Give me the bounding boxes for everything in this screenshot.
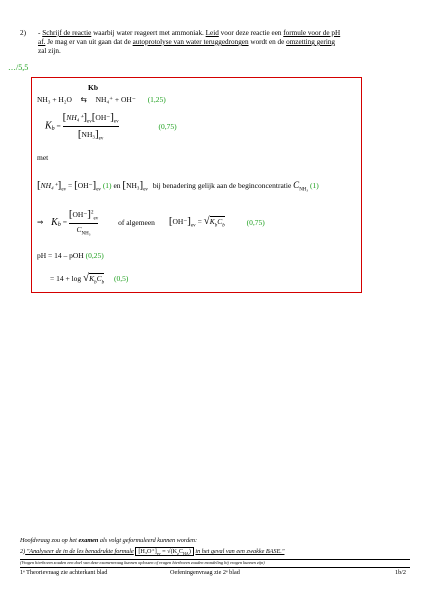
kb-fraction: $\frac{[NH_4^+]_{ev}[OH^-]_{ev}}{[NH_3]_{ev}}$ <box>62 111 119 141</box>
reaction-left: NH₃ + H₂O <box>37 95 72 104</box>
exam-question-line: 2) "Analyseer de in de les benadrukte formule $[H_3O^+]_{ev} = √(K_zC_{HA})$ in het geval van een zwakke BASE." <box>20 548 285 557</box>
footer-page: 1b/2 <box>394 569 406 576</box>
kb-expression: $K_b = \frac{[NH_4^+]_{ev}[OH^-]_{ev}}{[NH_3]_{ev}} (0,75)$ <box>45 111 177 141</box>
question-text: - Schrijf de reactie waarbij water reageert met ammoniak. Leid voor deze reactie een formule voor de pH af. Je mag er van uit gaan dat de autoprotolyse van water teruggedrongen wordt en de omzetting gering zal zijn. <box>38 29 341 55</box>
ph-line-2: = $14 + \log √K_bC_b$ (0,5) <box>50 272 129 286</box>
hoofdvraag-line: Hoofdvraag zou op het examen als volgt geformuleerd kunnen worden: <box>20 537 198 544</box>
footer-note: (Vragen hierboven zouden een doel van deze examenvraag kunnen oplossen of vragen hierboven zouden mondeling bij vragen kunnen zijn) <box>20 560 265 565</box>
implies-line: ⇒ $K_b = \frac{[OH^-]^2_{ev}}{C_{NH_3}}$ of algemeen $[OH^-]_{ev} = √K_bC_b$ (0,75) <box>37 208 265 236</box>
reaction-equation <box>37 95 166 104</box>
kb-over-arrow: Kb <box>88 83 99 92</box>
score-kb: (0,75) <box>158 121 177 131</box>
q-underline-2: Leid <box>205 29 219 37</box>
q-underline-3: formule voor de pH <box>283 29 341 37</box>
footer-left: 1ᵉ Theorievraag zie achterkant blad <box>20 569 108 576</box>
question-number: 2) <box>20 29 26 37</box>
sqrt-symbol-icon: √ <box>203 215 210 228</box>
q-underline-6: omzetting gering <box>286 38 336 46</box>
footer-center: Oefeningenvraag zie 2ᵉ blad <box>170 569 240 576</box>
footer-divider-2 <box>20 567 410 568</box>
ph-line-1: pH = 14 – pOH (0,25) <box>37 251 104 260</box>
sqrt-symbol-icon: √ <box>83 272 90 284</box>
fraction-bar <box>63 126 119 127</box>
reaction-right: NH₄⁺ + OH⁻ <box>95 95 136 104</box>
equilibrium-arrow-icon: ⇆ <box>80 95 87 104</box>
q-underline-5: autoprotolyse van water teruggedrongen <box>132 38 249 46</box>
approximation-line: $[NH_4^+]_{ev} = [OH^-]_{ev}$ (1) en $[NH_3]_{ev}$ bij benadering gelijk aan de beginconcentratie $C_{NH_3}$ (1) <box>37 179 319 193</box>
q-underline-4: af. <box>38 38 46 46</box>
met-label: met <box>37 153 49 162</box>
score-reaction: (1,25) <box>147 95 166 104</box>
score-total: …/5,5 <box>8 63 29 72</box>
q-underline-1: Schrijf de reactie <box>42 29 92 37</box>
